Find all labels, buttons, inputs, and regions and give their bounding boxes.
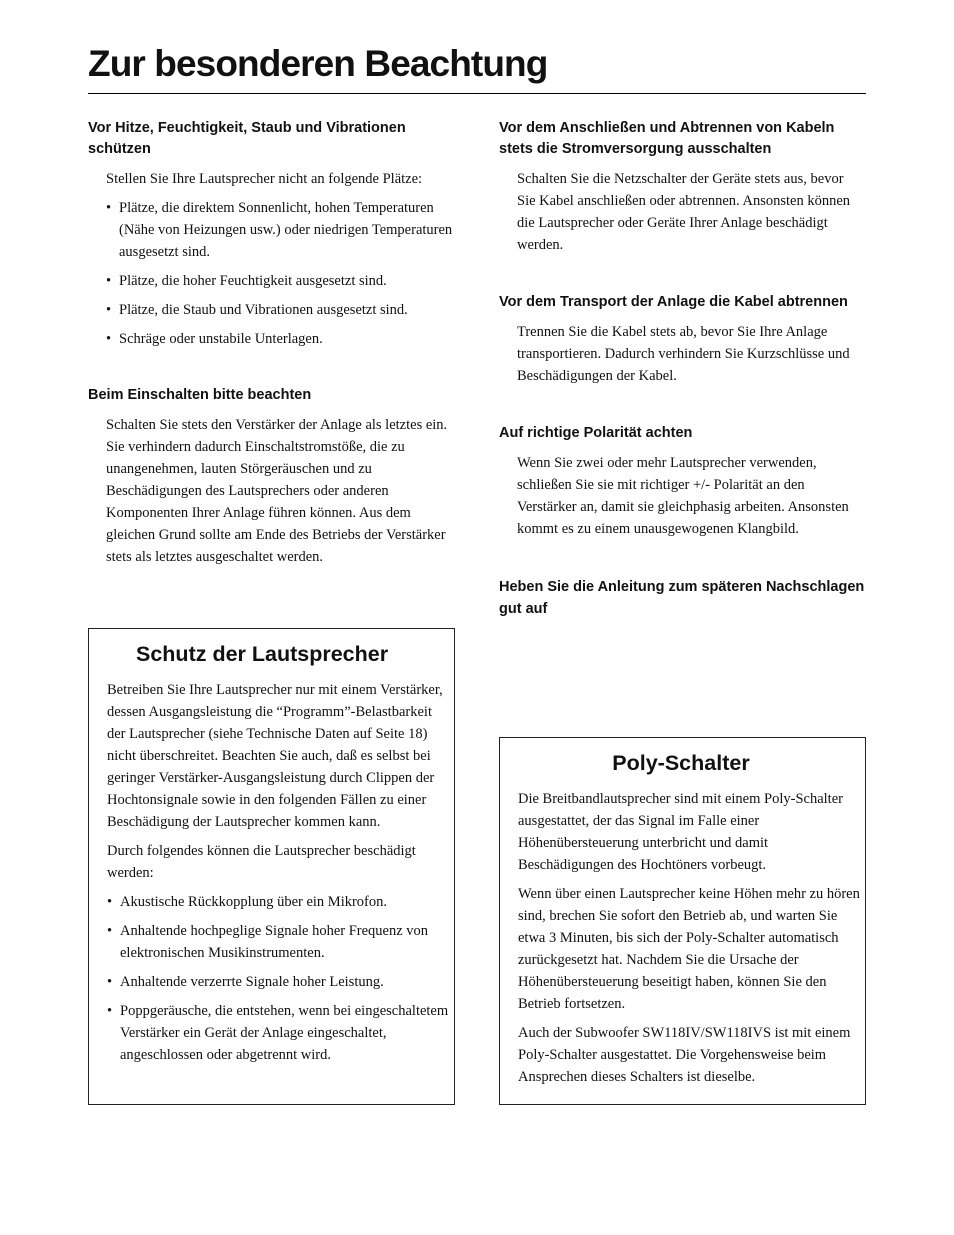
poly-switch-box: [499, 737, 866, 1105]
box-title: Schutz der Lautsprecher: [136, 642, 389, 666]
page-title: Zur besonderen Beachtung: [88, 43, 548, 84]
section-polarity: [499, 423, 865, 540]
box-paragraph: Auch der Subwoofer SW118IV/SW118IVS ist mit einem Poly-Schalter ausgestattet. Die Vorgehensweise beim Ansprechen dieses Schalters ist dieselbe.: [518, 1025, 851, 1085]
bullet-icon: •: [106, 200, 112, 216]
section-transport: [499, 292, 865, 387]
list-item: • Plätze, die Staub und Vibrationen ausgesetzt sind.: [88, 299, 454, 321]
bullet-icon: •: [107, 974, 113, 990]
section-body: Schalten Sie die Netzschalter der Geräte stets aus, bevor Sie Kabel anschließen oder abtrennen. Ansonsten können die Lautsprecher oder Geräte Ihrer Anlage beschädigt werden.: [517, 171, 851, 253]
bullet-icon: •: [107, 894, 113, 910]
section-cables-power: [499, 118, 865, 256]
section-body: Schalten Sie stets den Verstärker der Anlage als letztes ein. Sie verhindern dadurch Einschaltstromstöße, die zu unangenehmen, lauten Störgeräuschen und zu Beschädigungen des Lautsprechers oder anderen Komponenten Ihrer Anlage führen können. Aus dem gleichen Grund sollte am Ende des Betriebs der Verstärker stets als letztes ausgeschaltet werden.: [106, 417, 448, 565]
bullet-icon: •: [106, 331, 112, 347]
box-title: Poly-Schalter: [612, 751, 750, 775]
box-paragraph: Betreiben Sie Ihre Lautsprecher nur mit einem Verstärker, dessen Ausgangsleistung die “Programm”-Belastbarkeit der Lautsprecher (siehe Technische Daten auf Seite 18) nicht überschreitet. Beachten Sie auch, daß es selbst bei geringer Verstärker-Ausgangsleistung durch Clippen der Hochtonsignale sowie in den folgenden Fällen zu einer Beschädigung der Lautsprecher kommen kann.: [107, 682, 443, 830]
section-heading: Beim Einschalten bitte beachten: [88, 387, 312, 403]
list-item: • Plätze, die hoher Feuchtigkeit ausgesetzt sind.: [88, 270, 454, 292]
section-heading: Vor dem Transport der Anlage die Kabel abtrennen: [499, 294, 848, 310]
bullet-icon: •: [106, 273, 112, 289]
section-power-on: [88, 385, 454, 568]
bullet-icon: •: [107, 923, 113, 939]
list-item: • Anhaltende verzerrte Signale hoher Leistung.: [90, 971, 450, 993]
section-heat-moisture: [88, 118, 454, 350]
list-item: • Plätze, die direktem Sonnenlicht, hohen Temperaturen (Nähe von Heizungen usw.) oder niedrigen Temperaturen ausgesetzt sind.: [88, 197, 454, 263]
list-item: • Akustische Rückkopplung über ein Mikrofon.: [90, 891, 450, 913]
title-divider: [88, 93, 866, 94]
bullet-icon: •: [107, 1003, 113, 1019]
section-keep-manual: [499, 576, 865, 620]
damage-causes-list: [90, 891, 450, 1066]
bullet-icon: •: [106, 302, 112, 318]
list-item: • Poppgeräusche, die entstehen, wenn bei eingeschaltetem Verstärker ein Gerät der Anlage eingeschaltet, angeschlossen oder abgetrennt wird.: [90, 1000, 450, 1066]
section-body: Trennen Sie die Kabel stets ab, bevor Sie Ihre Anlage transportieren. Dadurch verhindern Sie Kurzschlüsse und Beschädigungen der Kabel.: [517, 324, 850, 384]
section-heading: Heben Sie die Anleitung zum späteren Nachschlagen gut auf: [499, 579, 865, 617]
section-heading: Vor Hitze, Feuchtigkeit, Staub und Vibrationen schützen: [88, 120, 406, 157]
section-body: Wenn Sie zwei oder mehr Lautsprecher verwenden, schließen Sie sie mit richtiger +/- Polarität an den Verstärker an, damit sie gleichphasig arbeiten. Ansonsten kommt es zu einem unausgewogenen Klangbild.: [517, 455, 849, 537]
list-item: • Schräge oder unstabile Unterlagen.: [88, 328, 454, 350]
box-paragraph: Wenn über einen Lautsprecher keine Höhen mehr zu hören sind, brechen Sie sofort den Betrieb ab, und warten Sie etwa 3 Minuten, bis sich der Poly-Schalter automatisch zurückgesetzt hat. Nachdem Sie die Ursache der Höhenübersteuerung beseitigt haben, können Sie den Betrieb fortsetzen.: [518, 886, 860, 1012]
section-heading: Auf richtige Polarität achten: [499, 425, 693, 441]
box-paragraph: Durch folgendes können die Lautsprecher beschädigt werden:: [107, 843, 416, 881]
box-paragraph: Die Breitbandlautsprecher sind mit einem Poly-Schalter ausgestattet, der das Signal im Falle einer Höhenübersteuerung unterbricht und damit Beschädigungen des Hochtöners vorbeugt.: [518, 791, 843, 873]
list-item: • Anhaltende hochpeglige Signale hoher Frequenz von elektronischen Musikinstrumenten.: [90, 920, 450, 964]
section-heading: Vor dem Anschließen und Abtrennen von Kabeln stets die Stromversorgung ausschalten: [499, 120, 835, 157]
speaker-protection-box: [88, 628, 455, 1105]
section-intro: Stellen Sie Ihre Lautsprecher nicht an folgende Plätze:: [106, 171, 423, 187]
placement-list: [88, 197, 454, 350]
